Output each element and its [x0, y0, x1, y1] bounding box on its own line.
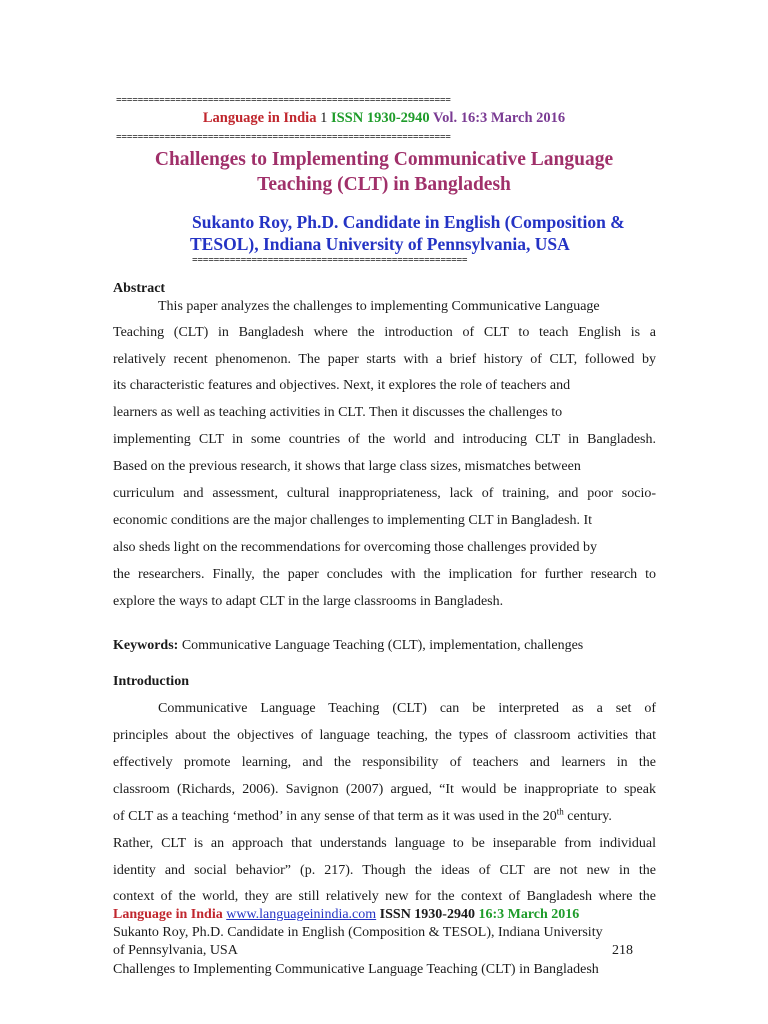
abstract-line: its characteristic features and objectives. Next, it explores the role of teachers and: [113, 378, 571, 393]
abstract-line: curriculum and assessment, cultural inappropriateness, lack of training, and poor socio-: [113, 486, 656, 501]
abstract-line: This paper analyzes the challenges to implementing Communicative Language: [158, 299, 600, 314]
abstract-line: Based on the previous research, it shows that large class sizes, mismatches between: [113, 459, 581, 474]
introduction-line-5-text: of CLT as a teaching ‘method’ in any sense of that term as it was used in the 20: [113, 809, 557, 824]
abstract-line: also sheds light on the recommendations for overcoming those challenges provided by: [113, 540, 598, 555]
journal-header-sep: 1: [320, 110, 328, 126]
author-line-1: Sukanto Roy, Ph.D. Candidate in English (Composition &: [192, 212, 625, 232]
footer-author-line-2: [113, 943, 653, 959]
journal-issn: ISSN 1930-2940: [330, 110, 430, 126]
footer-url-link[interactable]: www.languageinindia.com: [226, 907, 377, 922]
abstract-line: learners as well as teaching activities in CLT. Then it discusses the challenges to: [113, 405, 563, 420]
author-line-2: TESOL), Indiana University of Pennsylvania, USA: [190, 234, 570, 254]
paper-title-line-1: Challenges to Implementing Communicative Language: [154, 149, 614, 170]
keywords-text: Communicative Language Teaching (CLT), implementation, challenges: [181, 638, 584, 653]
abstract-line: implementing CLT in some countries of the world and introducing CLT in Bangladesh.: [113, 432, 656, 447]
separator-mid: ==============================================================: [116, 132, 451, 143]
footer-author-line-2-text: of Pennsylvania, USA: [113, 943, 238, 958]
separator-author: ===================================================: [192, 255, 468, 266]
introduction-line: [113, 806, 656, 825]
abstract-line: Teaching (CLT) in Bangladesh where the introduction of CLT to teach English is a: [113, 325, 656, 340]
keywords: [113, 638, 656, 654]
introduction-line: classroom (Richards, 2006). Savignon (2007) argued, “It would be inappropriate to speak: [113, 782, 656, 797]
footer-journal-name: Language in India: [113, 907, 223, 922]
introduction-heading: Introduction: [113, 674, 189, 689]
ordinal-superscript: th: [556, 806, 564, 817]
introduction-line-5-tail: century.: [563, 809, 612, 824]
introduction-line: context of the world, they are still relatively new for the context of Bangladesh where the: [113, 889, 656, 904]
journal-header: [0, 110, 768, 127]
introduction-line: principles about the objectives of language teaching, the types of classroom activities that: [113, 728, 656, 743]
introduction-line: effectively promote learning, and the responsibility of teachers and learners in the: [113, 755, 656, 770]
abstract-line: explore the ways to adapt CLT in the large classrooms in Bangladesh.: [113, 594, 504, 609]
paper-title: [0, 147, 768, 197]
introduction-line: Rather, CLT is an approach that understands language to be inseparable from individual: [113, 836, 656, 851]
footer-title-line: Challenges to Implementing Communicative Language Teaching (CLT) in Bangladesh: [113, 962, 599, 977]
footer-issn: ISSN 1930-2940: [379, 907, 475, 922]
abstract-line: relatively recent phenomenon. The paper starts with a brief history of CLT, followed by: [113, 352, 656, 367]
abstract-heading: Abstract: [113, 281, 166, 296]
introduction-line: Communicative Language Teaching (CLT) can be interpreted as a set of: [158, 701, 656, 716]
abstract-line: economic conditions are the major challenges to implementing CLT in Bangladesh. It: [113, 513, 593, 528]
keywords-label: Keywords:: [113, 638, 179, 653]
abstract-line: the researchers. Finally, the paper concludes with the implication for further research to: [113, 567, 656, 582]
journal-volume: Vol. 16:3 March 2016: [433, 110, 566, 126]
page-number: 218: [612, 943, 633, 958]
introduction-line: identity and social behavior” (p. 217). Though the ideas of CLT are not new in the: [113, 863, 656, 878]
paper-title-line-2: Teaching (CLT) in Bangladesh: [257, 174, 511, 195]
footer-journal-line: [113, 907, 653, 923]
journal-name: Language in India: [202, 110, 317, 126]
separator-top: ==============================================================: [116, 95, 451, 106]
author-block: [190, 211, 670, 255]
footer-author-line-1: Sukanto Roy, Ph.D. Candidate in English (Composition & TESOL), Indiana University: [113, 925, 603, 940]
footer-date: 16:3 March 2016: [478, 907, 580, 922]
